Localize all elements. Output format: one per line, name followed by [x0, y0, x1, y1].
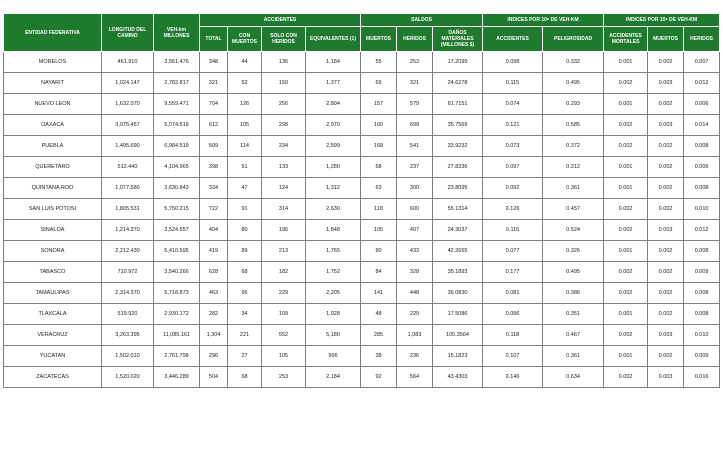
value-cell: 0.008	[684, 241, 720, 262]
table-row	[4, 157, 720, 178]
value-cell: 63	[361, 178, 397, 199]
value-cell: 0.007	[684, 52, 720, 73]
value-cell: 579	[397, 94, 433, 115]
value-cell: 1,312	[306, 178, 361, 199]
value-cell: 68	[228, 262, 262, 283]
value-cell: 0.002	[604, 220, 648, 241]
state-name-cell: TAMAULIPAS	[4, 283, 102, 304]
state-name-cell: PUEBLA	[4, 136, 102, 157]
value-cell: 722	[200, 199, 228, 220]
value-cell: 0.001	[604, 52, 648, 73]
value-cell: 699	[397, 115, 433, 136]
value-cell: 0.012	[684, 220, 720, 241]
value-cell: 0.146	[483, 367, 543, 388]
state-name-cell: NUEVO LEON	[4, 94, 102, 115]
state-name-cell: TLAXCALA	[4, 304, 102, 325]
value-cell: 704	[200, 94, 228, 115]
value-cell: 1,077.580	[102, 178, 154, 199]
value-cell: 0.002	[648, 136, 684, 157]
value-cell: 541	[397, 136, 433, 157]
value-cell: 0.177	[483, 262, 543, 283]
value-cell: 234	[262, 136, 306, 157]
value-cell: 0.008	[684, 304, 720, 325]
value-cell: 6,984.519	[154, 136, 200, 157]
value-cell: 1,495.690	[102, 136, 154, 157]
value-cell: 42.2655	[433, 241, 483, 262]
value-cell: 0.351	[543, 304, 604, 325]
value-cell: 0.361	[543, 178, 604, 199]
value-cell: 3,075.457	[102, 115, 154, 136]
value-cell: 168	[361, 136, 397, 157]
state-name-cell: QUINTANA ROO	[4, 178, 102, 199]
value-cell: 0.014	[684, 115, 720, 136]
value-cell: 0.524	[543, 220, 604, 241]
value-cell: 92	[361, 367, 397, 388]
value-cell: 0.002	[648, 178, 684, 199]
value-cell: 3,561.476	[154, 52, 200, 73]
value-cell: 43.4303	[433, 367, 483, 388]
value-cell: 52	[228, 73, 262, 94]
value-cell: 419	[200, 241, 228, 262]
value-cell: 0.001	[604, 241, 648, 262]
value-cell: 0.361	[543, 346, 604, 367]
value-cell: 2,804	[306, 94, 361, 115]
value-cell: 0.081	[483, 283, 543, 304]
value-cell: 15.1823	[433, 346, 483, 367]
value-cell: 124	[262, 178, 306, 199]
accident-statistics-table	[3, 13, 720, 388]
value-cell: 2,212.430	[102, 241, 154, 262]
value-cell: 0.098	[483, 52, 543, 73]
table-row	[4, 262, 720, 283]
value-cell: 504	[200, 367, 228, 388]
value-cell: 69	[361, 73, 397, 94]
value-cell: 1,752	[306, 262, 361, 283]
value-cell: 47	[228, 178, 262, 199]
value-cell: 84	[361, 262, 397, 283]
value-cell: 461.910	[102, 52, 154, 73]
value-cell: 348	[200, 52, 228, 73]
value-cell: 44	[228, 52, 262, 73]
state-name-cell: OAXACA	[4, 115, 102, 136]
value-cell: 0.002	[604, 199, 648, 220]
value-cell: 253	[262, 367, 306, 388]
value-cell: 512.440	[102, 157, 154, 178]
value-cell: 321	[200, 73, 228, 94]
value-cell: 236	[397, 346, 433, 367]
value-cell: 27.8336	[433, 157, 483, 178]
value-cell: 256	[262, 94, 306, 115]
value-cell: 133	[262, 157, 306, 178]
value-cell: 0.003	[648, 115, 684, 136]
value-cell: 2,970	[306, 115, 361, 136]
value-cell: 3,446.289	[154, 367, 200, 388]
value-cell: 2,930.172	[154, 304, 200, 325]
value-cell: 89	[228, 241, 262, 262]
value-cell: 1,502.010	[102, 346, 154, 367]
value-cell: 35.1893	[433, 262, 483, 283]
value-cell: 80	[228, 220, 262, 241]
header-peligrosidad: PELIGROSIDAD	[543, 27, 604, 52]
value-cell: 96	[228, 283, 262, 304]
value-cell: 2,599	[306, 136, 361, 157]
value-cell: 1,083	[397, 325, 433, 346]
value-cell: 3,630.843	[154, 178, 200, 199]
value-cell: 0.002	[648, 52, 684, 73]
header-acc-mortales: ACCIDENTES MORTALES	[604, 27, 648, 52]
value-cell: 0.002	[604, 73, 648, 94]
state-name-cell: QUERETARO	[4, 157, 102, 178]
value-cell: 91	[228, 199, 262, 220]
value-cell: 0.002	[648, 283, 684, 304]
value-cell: 157	[361, 94, 397, 115]
value-cell: 433	[397, 241, 433, 262]
value-cell: 0.115	[483, 73, 543, 94]
value-cell: 0.372	[543, 136, 604, 157]
value-cell: 0.457	[543, 199, 604, 220]
state-name-cell: VERACRUZ	[4, 325, 102, 346]
value-cell: 2,782.817	[154, 73, 200, 94]
value-cell: 0.003	[648, 367, 684, 388]
value-cell: 5,180	[306, 325, 361, 346]
value-cell: 3,263.395	[102, 325, 154, 346]
value-cell: 0.001	[604, 94, 648, 115]
value-cell: 36.0830	[433, 283, 483, 304]
table-row	[4, 52, 720, 73]
value-cell: 0.002	[648, 241, 684, 262]
table-row	[4, 241, 720, 262]
value-cell: 196	[262, 220, 306, 241]
value-cell: 213	[262, 241, 306, 262]
value-cell: 1,304	[200, 325, 228, 346]
value-cell: 552	[262, 325, 306, 346]
value-cell: 5,074.519	[154, 115, 200, 136]
value-cell: 51	[228, 157, 262, 178]
value-cell: 34	[228, 304, 262, 325]
value-cell: 5,718.873	[154, 283, 200, 304]
value-cell: 0.002	[604, 367, 648, 388]
table-row	[4, 94, 720, 115]
value-cell: 150	[262, 73, 306, 94]
value-cell: 0.001	[604, 346, 648, 367]
value-cell: 126	[228, 94, 262, 115]
value-cell: 404	[200, 220, 228, 241]
value-cell: 17.2099	[433, 52, 483, 73]
value-cell: 1,377	[306, 73, 361, 94]
table-row	[4, 220, 720, 241]
value-cell: 105	[228, 115, 262, 136]
value-cell: 1,280	[306, 157, 361, 178]
value-cell: 321	[397, 73, 433, 94]
value-cell: 334	[200, 178, 228, 199]
value-cell: 0.126	[483, 199, 543, 220]
table-row	[4, 136, 720, 157]
value-cell: 0.107	[483, 346, 543, 367]
value-cell: 1,805.531	[102, 199, 154, 220]
table-row	[4, 73, 720, 94]
value-cell: 182	[262, 262, 306, 283]
value-cell: 229	[397, 304, 433, 325]
state-name-cell: NAYARIT	[4, 73, 102, 94]
value-cell: 1,028	[306, 304, 361, 325]
value-cell: 4,104.965	[154, 157, 200, 178]
value-cell: 1,848	[306, 220, 361, 241]
value-cell: 5,410.595	[154, 241, 200, 262]
header-muertos: MUERTOS	[361, 27, 397, 52]
value-cell: 48	[361, 304, 397, 325]
value-cell: 0.008	[684, 178, 720, 199]
value-cell: 17.5086	[433, 304, 483, 325]
value-cell: 0.312	[543, 157, 604, 178]
table-row	[4, 115, 720, 136]
value-cell: 0.003	[648, 325, 684, 346]
value-cell: 61.7151	[433, 94, 483, 115]
value-cell: 628	[200, 262, 228, 283]
value-cell: 0.332	[543, 52, 604, 73]
state-name-cell: SINALOA	[4, 220, 102, 241]
value-cell: 296	[200, 346, 228, 367]
value-cell: 221	[228, 325, 262, 346]
state-name-cell: SAN LUIS POTOSI	[4, 199, 102, 220]
value-cell: 407	[397, 220, 433, 241]
value-cell: 1,184	[306, 52, 361, 73]
value-cell: 118	[361, 199, 397, 220]
value-cell: 0.096	[483, 304, 543, 325]
header-solo-heridos: SOLO CON HERIDOS	[262, 27, 306, 52]
value-cell: 2,761.798	[154, 346, 200, 367]
header-equivalentes: EQUIVALENTES (1)	[306, 27, 361, 52]
value-cell: 298	[262, 115, 306, 136]
value-cell: 519.920	[102, 304, 154, 325]
value-cell: 0.009	[684, 346, 720, 367]
value-cell: 2,184	[306, 367, 361, 388]
header-idx-heridos: HERIDOS	[684, 27, 720, 52]
value-cell: 33.9232	[433, 136, 483, 157]
value-cell: 105.3564	[433, 325, 483, 346]
value-cell: 0.001	[604, 178, 648, 199]
value-cell: 3,540.266	[154, 262, 200, 283]
value-cell: 24.6278	[433, 73, 483, 94]
value-cell: 1,024.147	[102, 73, 154, 94]
value-cell: 0.002	[648, 94, 684, 115]
value-cell: 0.097	[483, 157, 543, 178]
value-cell: 710.972	[102, 262, 154, 283]
value-cell: 229	[262, 283, 306, 304]
value-cell: 0.010	[684, 199, 720, 220]
header-idx-accidentes: ACCIDENTES	[483, 27, 543, 52]
header-vehkm: VEH-km MILLONES	[154, 14, 200, 52]
value-cell: 0.016	[684, 367, 720, 388]
header-longitud: LONGITUD DEL CAMINO	[102, 14, 154, 52]
value-cell: 0.002	[604, 136, 648, 157]
value-cell: 5,750.215	[154, 199, 200, 220]
value-cell: 2,205	[306, 283, 361, 304]
value-cell: 0.121	[483, 115, 543, 136]
header-idx-muertos: MUERTOS	[648, 27, 684, 52]
value-cell: 1,520.020	[102, 367, 154, 388]
value-cell: 0.634	[543, 367, 604, 388]
state-name-cell: YUCATAN	[4, 346, 102, 367]
value-cell: 114	[228, 136, 262, 157]
table-row	[4, 178, 720, 199]
header-indices-group-1: INDICES POR 10⁸ DE VEH-KM	[483, 14, 604, 27]
value-cell: 0.006	[684, 157, 720, 178]
value-cell: 2,314.370	[102, 283, 154, 304]
value-cell: 0.326	[543, 241, 604, 262]
value-cell: 0.002	[604, 283, 648, 304]
value-cell: 1,632.070	[102, 94, 154, 115]
value-cell: 463	[200, 283, 228, 304]
value-cell: 141	[361, 283, 397, 304]
value-cell: 282	[200, 304, 228, 325]
value-cell: 0.008	[684, 283, 720, 304]
statistics-table-container	[3, 13, 719, 388]
value-cell: 564	[397, 367, 433, 388]
value-cell: 0.118	[483, 325, 543, 346]
value-cell: 55.1314	[433, 199, 483, 220]
value-cell: 38	[361, 346, 397, 367]
value-cell: 0.467	[543, 325, 604, 346]
value-cell: 23.8095	[433, 178, 483, 199]
value-cell: 0.585	[543, 115, 604, 136]
value-cell: 0.293	[543, 94, 604, 115]
value-cell: 237	[397, 157, 433, 178]
value-cell: 600	[397, 199, 433, 220]
value-cell: 0.092	[483, 178, 543, 199]
value-cell: 109	[262, 304, 306, 325]
value-cell: 0.002	[648, 199, 684, 220]
header-danos: DAÑOS MATERIALES (MILLONES $)	[433, 27, 483, 52]
value-cell: 24.3037	[433, 220, 483, 241]
value-cell: 0.002	[648, 262, 684, 283]
table-body	[4, 52, 720, 388]
value-cell: 0.074	[483, 94, 543, 115]
value-cell: 55	[361, 52, 397, 73]
value-cell: 398	[200, 157, 228, 178]
value-cell: 68	[228, 367, 262, 388]
value-cell: 0.008	[684, 136, 720, 157]
state-name-cell: ZACATECAS	[4, 367, 102, 388]
table-row	[4, 304, 720, 325]
value-cell: 0.002	[604, 115, 648, 136]
value-cell: 0.002	[648, 304, 684, 325]
value-cell: 0.012	[684, 73, 720, 94]
value-cell: 136	[262, 52, 306, 73]
value-cell: 0.003	[648, 73, 684, 94]
value-cell: 2,630	[306, 199, 361, 220]
value-cell: 27	[228, 346, 262, 367]
value-cell: 509	[200, 136, 228, 157]
value-cell: 0.002	[648, 346, 684, 367]
state-name-cell: MORELOS	[4, 52, 102, 73]
value-cell: 0.001	[604, 157, 648, 178]
value-cell: 0.002	[604, 262, 648, 283]
value-cell: 160	[361, 115, 397, 136]
table-row	[4, 346, 720, 367]
value-cell: 314	[262, 199, 306, 220]
value-cell: 0.002	[604, 325, 648, 346]
header-heridos: HERIDOS	[397, 27, 433, 52]
header-total: TOTAL	[200, 27, 228, 52]
value-cell: 0.077	[483, 241, 543, 262]
value-cell: 0.386	[543, 283, 604, 304]
header-entidad: ENTIDAD FEDERATIVA	[4, 14, 102, 52]
value-cell: 285	[361, 325, 397, 346]
value-cell: 0.002	[648, 157, 684, 178]
value-cell: 328	[397, 262, 433, 283]
header-accidentes-group: ACCIDENTES	[200, 14, 361, 27]
value-cell: 0.115	[483, 220, 543, 241]
value-cell: 0.073	[483, 136, 543, 157]
value-cell: 11,085.161	[154, 325, 200, 346]
value-cell: 0.003	[648, 220, 684, 241]
value-cell: 105	[262, 346, 306, 367]
value-cell: 68	[361, 157, 397, 178]
header-con-muertos: CON MUERTOS	[228, 27, 262, 52]
value-cell: 1,214.370	[102, 220, 154, 241]
value-cell: 1,765	[306, 241, 361, 262]
value-cell: 612	[200, 115, 228, 136]
value-cell: 105	[361, 220, 397, 241]
value-cell: 0.495	[543, 262, 604, 283]
value-cell: 300	[397, 178, 433, 199]
table-row	[4, 367, 720, 388]
value-cell: 448	[397, 283, 433, 304]
value-cell: 0.009	[684, 262, 720, 283]
header-saldos-group: SALDOS	[361, 14, 483, 27]
value-cell: 0.001	[604, 304, 648, 325]
value-cell: 0.006	[684, 94, 720, 115]
table-row	[4, 283, 720, 304]
value-cell: 0.010	[684, 325, 720, 346]
state-name-cell: SONORA	[4, 241, 102, 262]
table-row	[4, 199, 720, 220]
value-cell: 35.7569	[433, 115, 483, 136]
header-indices-group-2: INDICES POR 10⁸ DE VEH-KM	[604, 14, 720, 27]
value-cell: 3,524.557	[154, 220, 200, 241]
value-cell: 253	[397, 52, 433, 73]
value-cell: 0.495	[543, 73, 604, 94]
value-cell: 966	[306, 346, 361, 367]
value-cell: 80	[361, 241, 397, 262]
value-cell: 9,559.471	[154, 94, 200, 115]
table-row	[4, 325, 720, 346]
state-name-cell: TABASCO	[4, 262, 102, 283]
